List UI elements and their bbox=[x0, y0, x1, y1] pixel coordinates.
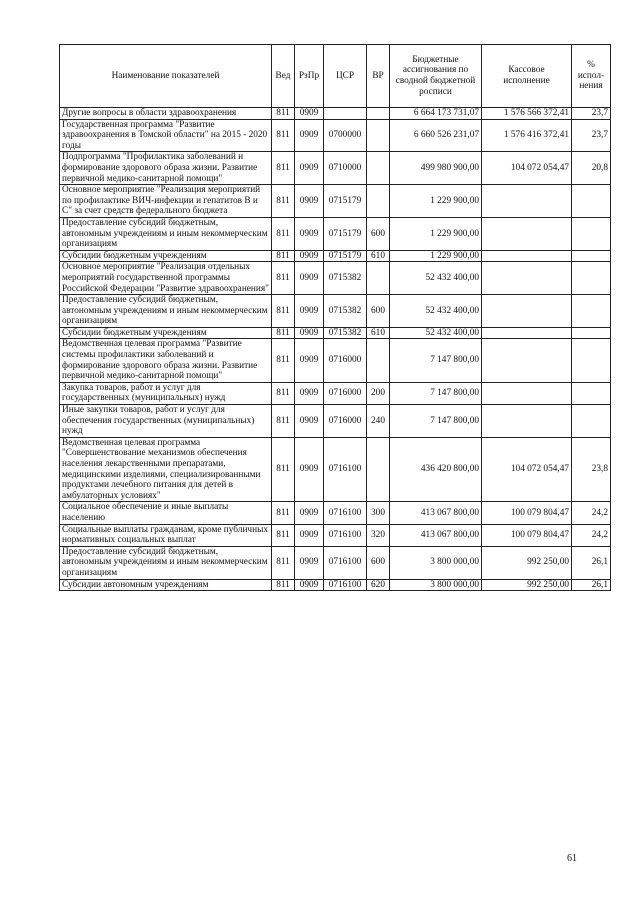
cell-csr bbox=[324, 108, 367, 120]
cell-cash bbox=[482, 339, 572, 382]
cell-csr: 0710000 bbox=[324, 152, 367, 185]
cell-csr: 0715382 bbox=[324, 262, 367, 295]
table-row bbox=[60, 502, 611, 524]
table-row bbox=[60, 579, 611, 591]
cell-pct bbox=[572, 382, 611, 404]
cell-name: Социальное обеспечение и иные выплаты населению bbox=[60, 502, 272, 524]
cell-pct: 26,1 bbox=[572, 579, 611, 591]
cell-ved: 811 bbox=[272, 524, 295, 546]
cell-csr: 0716100 bbox=[324, 579, 367, 591]
cell-ved: 811 bbox=[272, 502, 295, 524]
cell-budget: 436 420 800,00 bbox=[390, 437, 482, 502]
cell-rzpr: 0909 bbox=[295, 579, 324, 591]
cell-name: Иные закупки товаров, работ и услуг для обеспечения государственных (муниципальных) нужд bbox=[60, 405, 272, 438]
header-pct: % испол-нения bbox=[572, 45, 611, 108]
cell-rzpr: 0909 bbox=[295, 437, 324, 502]
cell-csr: 0716100 bbox=[324, 502, 367, 524]
cell-name: Основное мероприятие "Реализация отдельных мероприятий государственной программы Российской Федерации "Развитие здравоохранения" bbox=[60, 262, 272, 295]
cell-pct: 26,1 bbox=[572, 546, 611, 579]
cell-budget: 52 432 400,00 bbox=[390, 262, 482, 295]
cell-ved: 811 bbox=[272, 108, 295, 120]
cell-rzpr: 0909 bbox=[295, 327, 324, 339]
cell-pct: 24,2 bbox=[572, 524, 611, 546]
cell-cash: 100 079 804,47 bbox=[482, 502, 572, 524]
cell-rzpr: 0909 bbox=[295, 185, 324, 218]
cell-ved: 811 bbox=[272, 546, 295, 579]
cell-cash bbox=[482, 262, 572, 295]
cell-rzpr: 0909 bbox=[295, 546, 324, 579]
cell-csr: 0716100 bbox=[324, 524, 367, 546]
cell-name: Основное мероприятие "Реализация мероприятий по профилактике ВИЧ-инфекции и гепатитов В и С" за счет средств федерального бюджета bbox=[60, 185, 272, 218]
cell-ved: 811 bbox=[272, 405, 295, 438]
cell-ved: 811 bbox=[272, 262, 295, 295]
table-row bbox=[60, 217, 611, 250]
cell-ved: 811 bbox=[272, 339, 295, 382]
cell-vr: 620 bbox=[367, 579, 390, 591]
table-row bbox=[60, 108, 611, 120]
cell-pct bbox=[572, 327, 611, 339]
cell-cash: 104 072 054,47 bbox=[482, 152, 572, 185]
cell-budget: 413 067 800,00 bbox=[390, 524, 482, 546]
cell-name: Ведомственная целевая программа "Совершенствование механизмов обеспечения населения лекарственными препаратами, медицинскими изделиями, специализированными продуктами лечебного питания для детей в амбулаторных условиях" bbox=[60, 437, 272, 502]
cell-cash: 1 576 566 372,41 bbox=[482, 108, 572, 120]
cell-ved: 811 bbox=[272, 437, 295, 502]
table-header-row bbox=[60, 45, 611, 108]
cell-rzpr: 0909 bbox=[295, 405, 324, 438]
cell-pct bbox=[572, 405, 611, 438]
cell-budget: 7 147 800,00 bbox=[390, 405, 482, 438]
cell-rzpr: 0909 bbox=[295, 339, 324, 382]
cell-name: Субсидии автономным учреждениям bbox=[60, 579, 272, 591]
cell-vr bbox=[367, 119, 390, 152]
cell-budget: 52 432 400,00 bbox=[390, 327, 482, 339]
table-row bbox=[60, 152, 611, 185]
cell-pct: 23,7 bbox=[572, 119, 611, 152]
cell-budget: 7 147 800,00 bbox=[390, 339, 482, 382]
table-row bbox=[60, 339, 611, 382]
cell-ved: 811 bbox=[272, 250, 295, 262]
cell-budget: 6 660 526 231,07 bbox=[390, 119, 482, 152]
table-row bbox=[60, 546, 611, 579]
cell-budget: 3 800 000,00 bbox=[390, 579, 482, 591]
cell-pct bbox=[572, 217, 611, 250]
cell-csr: 0715179 bbox=[324, 185, 367, 218]
cell-csr: 0716000 bbox=[324, 339, 367, 382]
cell-budget: 6 664 173 731,07 bbox=[390, 108, 482, 120]
cell-rzpr: 0909 bbox=[295, 108, 324, 120]
cell-name: Другие вопросы в области здравоохранения bbox=[60, 108, 272, 120]
cell-cash: 992 250,00 bbox=[482, 546, 572, 579]
budget-execution-table bbox=[59, 44, 611, 591]
cell-csr: 0715179 bbox=[324, 217, 367, 250]
cell-ved: 811 bbox=[272, 185, 295, 218]
cell-csr: 0716100 bbox=[324, 546, 367, 579]
cell-csr: 0700000 bbox=[324, 119, 367, 152]
cell-vr: 610 bbox=[367, 327, 390, 339]
cell-rzpr: 0909 bbox=[295, 295, 324, 328]
cell-name: Закупка товаров, работ и услуг для государственных (муниципальных) нужд bbox=[60, 382, 272, 404]
cell-cash bbox=[482, 185, 572, 218]
cell-ved: 811 bbox=[272, 295, 295, 328]
cell-cash: 100 079 804,47 bbox=[482, 524, 572, 546]
cell-ved: 811 bbox=[272, 217, 295, 250]
cell-pct bbox=[572, 295, 611, 328]
cell-csr: 0716100 bbox=[324, 437, 367, 502]
cell-ved: 811 bbox=[272, 327, 295, 339]
cell-cash bbox=[482, 250, 572, 262]
cell-vr: 600 bbox=[367, 546, 390, 579]
table-row bbox=[60, 262, 611, 295]
cell-cash bbox=[482, 382, 572, 404]
cell-rzpr: 0909 bbox=[295, 502, 324, 524]
table-row bbox=[60, 327, 611, 339]
cell-pct bbox=[572, 185, 611, 218]
cell-cash bbox=[482, 405, 572, 438]
cell-cash: 104 072 054,47 bbox=[482, 437, 572, 502]
cell-budget: 1 229 900,00 bbox=[390, 217, 482, 250]
cell-name: Субсидии бюджетным учреждениям bbox=[60, 327, 272, 339]
cell-pct: 23,8 bbox=[572, 437, 611, 502]
cell-cash: 992 250,00 bbox=[482, 579, 572, 591]
table-row bbox=[60, 382, 611, 404]
cell-vr bbox=[367, 339, 390, 382]
cell-csr: 0715382 bbox=[324, 327, 367, 339]
cell-vr bbox=[367, 437, 390, 502]
cell-cash: 1 576 416 372,41 bbox=[482, 119, 572, 152]
cell-budget: 52 432 400,00 bbox=[390, 295, 482, 328]
table-row bbox=[60, 405, 611, 438]
cell-budget: 3 800 000,00 bbox=[390, 546, 482, 579]
header-vr: ВР bbox=[367, 45, 390, 108]
cell-budget: 413 067 800,00 bbox=[390, 502, 482, 524]
header-name: Наименование показателей bbox=[60, 45, 272, 108]
cell-ved: 811 bbox=[272, 382, 295, 404]
cell-rzpr: 0909 bbox=[295, 262, 324, 295]
cell-ved: 811 bbox=[272, 119, 295, 152]
cell-budget: 1 229 900,00 bbox=[390, 250, 482, 262]
cell-vr: 240 bbox=[367, 405, 390, 438]
cell-rzpr: 0909 bbox=[295, 524, 324, 546]
cell-vr: 610 bbox=[367, 250, 390, 262]
cell-name: Государственная программа "Развитие здравоохранения в Томской области" на 2015 - 2020 годы bbox=[60, 119, 272, 152]
header-csr: ЦСР bbox=[324, 45, 367, 108]
table-row bbox=[60, 295, 611, 328]
cell-vr: 300 bbox=[367, 502, 390, 524]
cell-name: Подпрограмма "Профилактика заболеваний и формирование здорового образа жизни. Развитие первичной медико-санитарной помощи" bbox=[60, 152, 272, 185]
header-cash: Кассовое исполнение bbox=[482, 45, 572, 108]
cell-vr bbox=[367, 185, 390, 218]
cell-ved: 811 bbox=[272, 579, 295, 591]
cell-rzpr: 0909 bbox=[295, 152, 324, 185]
cell-vr bbox=[367, 262, 390, 295]
cell-csr: 0715179 bbox=[324, 250, 367, 262]
page-number: 61 bbox=[567, 853, 577, 864]
cell-vr bbox=[367, 152, 390, 185]
table-row bbox=[60, 524, 611, 546]
cell-rzpr: 0909 bbox=[295, 217, 324, 250]
cell-pct bbox=[572, 250, 611, 262]
header-ved: Вед bbox=[272, 45, 295, 108]
cell-pct: 24,2 bbox=[572, 502, 611, 524]
cell-pct bbox=[572, 262, 611, 295]
cell-name: Ведомственная целевая программа "Развитие системы профилактики заболеваний и формирование здорового образа жизни. Развитие первичной медико-санитарной помощи" bbox=[60, 339, 272, 382]
cell-rzpr: 0909 bbox=[295, 382, 324, 404]
cell-budget: 7 147 800,00 bbox=[390, 382, 482, 404]
cell-rzpr: 0909 bbox=[295, 119, 324, 152]
table-row bbox=[60, 119, 611, 152]
cell-name: Предоставление субсидий бюджетным, автономным учреждениям и иным некоммерческим организациям bbox=[60, 295, 272, 328]
cell-pct: 23,7 bbox=[572, 108, 611, 120]
cell-name: Предоставление субсидий бюджетным, автономным учреждениям и иным некоммерческим организациям bbox=[60, 546, 272, 579]
cell-cash bbox=[482, 327, 572, 339]
table-row bbox=[60, 437, 611, 502]
cell-vr: 320 bbox=[367, 524, 390, 546]
cell-vr bbox=[367, 108, 390, 120]
table-row bbox=[60, 250, 611, 262]
cell-vr: 200 bbox=[367, 382, 390, 404]
cell-name: Социальные выплаты гражданам, кроме публичных нормативных социальных выплат bbox=[60, 524, 272, 546]
table-row bbox=[60, 185, 611, 218]
cell-rzpr: 0909 bbox=[295, 250, 324, 262]
cell-cash bbox=[482, 295, 572, 328]
cell-budget: 1 229 900,00 bbox=[390, 185, 482, 218]
cell-pct bbox=[572, 339, 611, 382]
cell-csr: 0716000 bbox=[324, 405, 367, 438]
cell-cash bbox=[482, 217, 572, 250]
header-rzpr: РзПр bbox=[295, 45, 324, 108]
cell-name: Предоставление субсидий бюджетным, автономным учреждениям и иным некоммерческим организациям bbox=[60, 217, 272, 250]
cell-pct: 20,8 bbox=[572, 152, 611, 185]
cell-csr: 0716000 bbox=[324, 382, 367, 404]
cell-csr: 0715382 bbox=[324, 295, 367, 328]
cell-vr: 600 bbox=[367, 295, 390, 328]
table-body bbox=[60, 108, 611, 591]
cell-name: Субсидии бюджетным учреждениям bbox=[60, 250, 272, 262]
cell-vr: 600 bbox=[367, 217, 390, 250]
header-budget: Бюджетные ассигнования по сводной бюджетной росписи bbox=[390, 45, 482, 108]
cell-ved: 811 bbox=[272, 152, 295, 185]
cell-budget: 499 980 900,00 bbox=[390, 152, 482, 185]
